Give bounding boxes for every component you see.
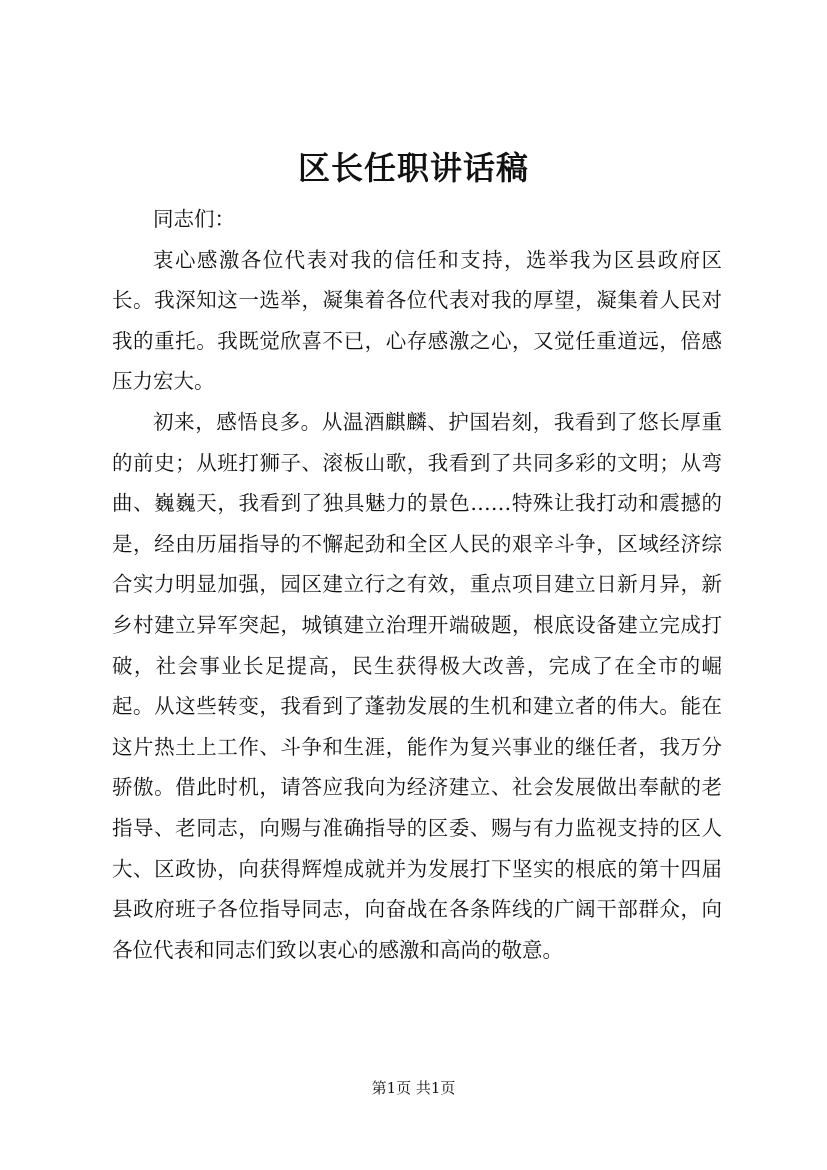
body-paragraph-2: 初来，感悟良多。从温酒麒麟、护国岩刻，我看到了悠长厚重的前史；从班打狮子、滚板山歌，我看到了共同多彩的文明；从弯曲、巍巍天，我看到了独具魅力的景色……特殊让我打动和震撼的是，经由历届指导的不懈起劲和全区人民的艰辛斗争，区域经济综合实力明显加强，园区建立行之有效，重点项目建立日新月异，新乡村建立异军突起，城镇建立治理开端破题，根底设备建立完成打破，社会事业长足提高，民生获得极大改善，完成了在全市的崛起。从这些转变，我看到了蓬勃发展的生机和建立者的伟大。能在这片热土上工作、斗争和生涯，能作为复兴事业的继任者，我万分骄傲。借此时机，请答应我向为经济建立、社会发展做出奉献的老指导、老同志，向赐与准确指导的区委、赐与有力监视支持的区人大、区政协，向获得辉煌成就并为发展打下坚实的根底的第十四届县政府班子各位指导同志，向奋战在各条阵线的广阔干部群众，向各位代表和同志们致以衷心的感激和高尚的敬意。 xyxy=(112,409,722,962)
document-body xyxy=(112,199,722,970)
page-title: 区长任职讲话稿 xyxy=(297,149,529,187)
salutation: 同志们： xyxy=(153,207,235,231)
page-footer xyxy=(0,1078,827,1098)
page-number-label: 第1页 共1页 xyxy=(371,1079,456,1097)
body-paragraph-1: 衷心感激各位代表对我的信任和支持，选举我为区县政府区长。我深知这一选举，凝集着各位代表对我的厚望，凝集着人民对我的重托。我既觉欣喜不已，心存感激之心，又觉任重道远，倍感压力宏大。 xyxy=(112,247,722,394)
